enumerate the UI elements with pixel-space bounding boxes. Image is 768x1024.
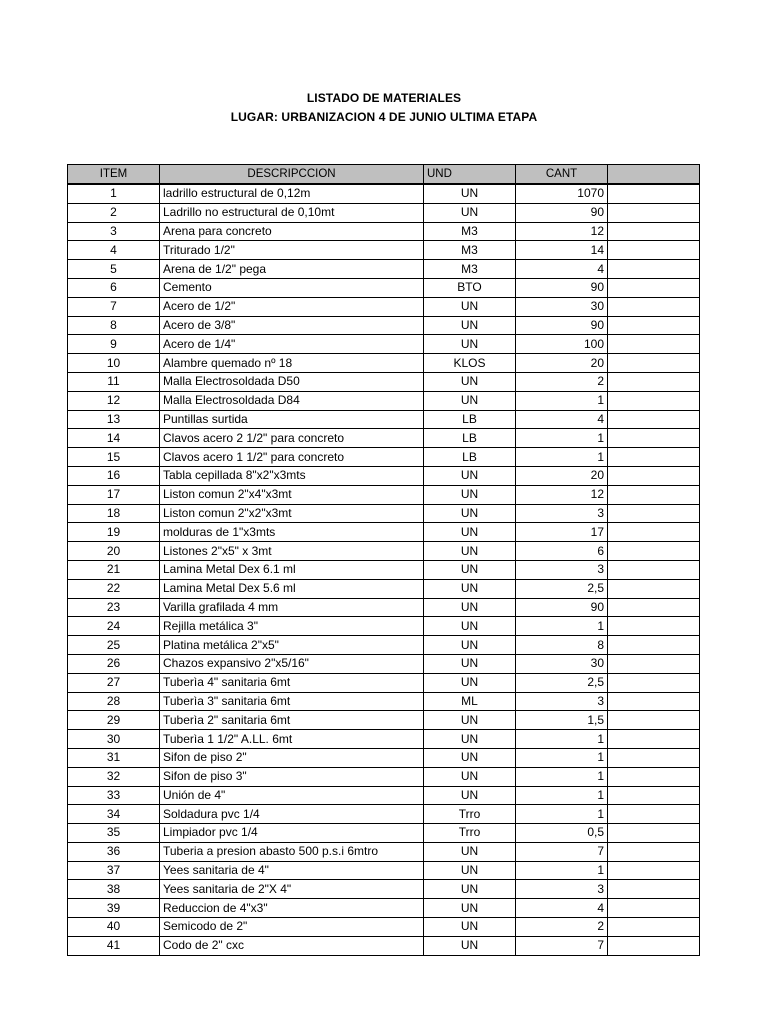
cell-description: molduras de 1"x3mts — [160, 523, 424, 542]
cell-unit: UN — [424, 899, 516, 918]
cell-unit: UN — [424, 636, 516, 655]
document-title: LISTADO DE MATERIALES — [306, 91, 462, 105]
cell-item: 25 — [68, 636, 160, 655]
cell-quantity: 2 — [516, 918, 608, 937]
cell-empty — [608, 617, 700, 636]
cell-empty — [608, 861, 700, 880]
cell-item: 20 — [68, 542, 160, 561]
table-row — [68, 485, 700, 504]
table-row — [68, 711, 700, 730]
cell-item: 18 — [68, 504, 160, 523]
cell-empty — [608, 316, 700, 335]
cell-item: 32 — [68, 767, 160, 786]
cell-description: Cemento — [160, 278, 424, 297]
table-row — [68, 222, 700, 241]
cell-item: 3 — [68, 222, 160, 241]
cell-empty — [608, 410, 700, 429]
table-row — [68, 410, 700, 429]
cell-item: 17 — [68, 485, 160, 504]
cell-unit: UN — [424, 184, 516, 203]
cell-description: Acero de 1/2" — [160, 297, 424, 316]
cell-item: 10 — [68, 354, 160, 373]
cell-quantity: 1 — [516, 767, 608, 786]
cell-quantity: 30 — [516, 297, 608, 316]
cell-description: Listones 2"x5" x 3mt — [160, 542, 424, 561]
cell-description: Acero de 1/4" — [160, 335, 424, 354]
cell-quantity: 3 — [516, 560, 608, 579]
cell-description: Tuberìa 2" sanitaria 6mt — [160, 711, 424, 730]
cell-unit: M3 — [424, 241, 516, 260]
cell-description: Tuberìa 1 1/2" A.LL. 6mt — [160, 730, 424, 749]
cell-empty — [608, 899, 700, 918]
cell-unit: UN — [424, 203, 516, 222]
cell-empty — [608, 523, 700, 542]
cell-description: Clavos acero 2 1/2" para concreto — [160, 429, 424, 448]
cell-description: Alambre quemado nº 18 — [160, 354, 424, 373]
table-row — [68, 504, 700, 523]
cell-item: 1 — [68, 184, 160, 203]
header-unit: UND — [424, 165, 516, 185]
cell-description: Varilla grafilada 4 mm — [160, 598, 424, 617]
cell-quantity: 6 — [516, 542, 608, 561]
cell-quantity: 17 — [516, 523, 608, 542]
cell-unit: LB — [424, 410, 516, 429]
cell-unit: UN — [424, 372, 516, 391]
cell-quantity: 2,5 — [516, 673, 608, 692]
cell-unit: UN — [424, 730, 516, 749]
cell-unit: UN — [424, 466, 516, 485]
table-row — [68, 542, 700, 561]
cell-empty — [608, 936, 700, 955]
cell-empty — [608, 391, 700, 410]
cell-quantity: 1 — [516, 786, 608, 805]
cell-item: 7 — [68, 297, 160, 316]
cell-quantity: 1 — [516, 748, 608, 767]
cell-empty — [608, 297, 700, 316]
cell-empty — [608, 824, 700, 843]
cell-unit: UN — [424, 861, 516, 880]
cell-quantity: 3 — [516, 692, 608, 711]
cell-unit: UN — [424, 842, 516, 861]
table-row — [68, 880, 700, 899]
cell-description: Arena para concreto — [160, 222, 424, 241]
table-row — [68, 448, 700, 467]
cell-empty — [608, 880, 700, 899]
cell-empty — [608, 654, 700, 673]
table-row — [68, 692, 700, 711]
cell-quantity: 90 — [516, 203, 608, 222]
cell-item: 2 — [68, 203, 160, 222]
cell-empty — [608, 485, 700, 504]
cell-item: 28 — [68, 692, 160, 711]
cell-quantity: 1070 — [516, 184, 608, 203]
cell-quantity: 2,5 — [516, 579, 608, 598]
cell-unit: ML — [424, 692, 516, 711]
cell-quantity: 90 — [516, 278, 608, 297]
cell-item: 29 — [68, 711, 160, 730]
cell-item: 31 — [68, 748, 160, 767]
cell-unit: LB — [424, 448, 516, 467]
cell-unit: UN — [424, 880, 516, 899]
cell-unit: BTO — [424, 278, 516, 297]
table-row — [68, 560, 700, 579]
cell-quantity: 1 — [516, 805, 608, 824]
cell-unit: UN — [424, 485, 516, 504]
cell-unit: UN — [424, 391, 516, 410]
cell-quantity: 90 — [516, 316, 608, 335]
cell-quantity: 100 — [516, 335, 608, 354]
cell-description: Lamina Metal Dex 5.6 ml — [160, 579, 424, 598]
cell-empty — [608, 222, 700, 241]
cell-empty — [608, 805, 700, 824]
cell-empty — [608, 278, 700, 297]
table-row — [68, 429, 700, 448]
cell-item: 38 — [68, 880, 160, 899]
cell-item: 19 — [68, 523, 160, 542]
table-row — [68, 730, 700, 749]
cell-empty — [608, 786, 700, 805]
cell-quantity: 4 — [516, 260, 608, 279]
cell-empty — [608, 184, 700, 203]
cell-description: Acero de 3/8" — [160, 316, 424, 335]
cell-unit: Trro — [424, 824, 516, 843]
cell-unit: UN — [424, 560, 516, 579]
table-row — [68, 278, 700, 297]
cell-item: 30 — [68, 730, 160, 749]
cell-description: Ladrillo no estructural de 0,10mt — [160, 203, 424, 222]
table-row — [68, 767, 700, 786]
table-header-row — [68, 165, 700, 185]
table-row — [68, 842, 700, 861]
cell-item: 40 — [68, 918, 160, 937]
cell-quantity: 14 — [516, 241, 608, 260]
table-row — [68, 372, 700, 391]
cell-empty — [608, 748, 700, 767]
table-row — [68, 297, 700, 316]
cell-description: Sifon de piso 2" — [160, 748, 424, 767]
cell-quantity: 2 — [516, 372, 608, 391]
cell-description: Liston comun 2"x2"x3mt — [160, 504, 424, 523]
cell-quantity: 8 — [516, 636, 608, 655]
cell-empty — [608, 448, 700, 467]
cell-description: Rejilla metálica 3" — [160, 617, 424, 636]
cell-item: 8 — [68, 316, 160, 335]
cell-unit: UN — [424, 504, 516, 523]
cell-description: Semicodo de 2" — [160, 918, 424, 937]
cell-empty — [608, 918, 700, 937]
cell-empty — [608, 466, 700, 485]
cell-item: 13 — [68, 410, 160, 429]
table-row — [68, 598, 700, 617]
cell-quantity: 7 — [516, 936, 608, 955]
cell-unit: UN — [424, 786, 516, 805]
cell-unit: UN — [424, 673, 516, 692]
cell-item: 23 — [68, 598, 160, 617]
table-row — [68, 899, 700, 918]
table-row — [68, 579, 700, 598]
cell-empty — [608, 598, 700, 617]
cell-quantity: 3 — [516, 880, 608, 899]
cell-empty — [608, 673, 700, 692]
cell-quantity: 7 — [516, 842, 608, 861]
header-quantity: CANT — [516, 165, 608, 185]
cell-description: Yees sanitaria de 2"X 4" — [160, 880, 424, 899]
cell-empty — [608, 711, 700, 730]
cell-description: Chazos expansivo 2"x5/16" — [160, 654, 424, 673]
cell-quantity: 0,5 — [516, 824, 608, 843]
table-row — [68, 673, 700, 692]
cell-item: 34 — [68, 805, 160, 824]
table-row — [68, 241, 700, 260]
cell-quantity: 20 — [516, 466, 608, 485]
cell-description: Tabla cepillada 8"x2"x3mts — [160, 466, 424, 485]
cell-unit: UN — [424, 297, 516, 316]
cell-quantity: 1 — [516, 391, 608, 410]
header-description: DESCRIPCCION — [160, 165, 424, 185]
cell-quantity: 1,5 — [516, 711, 608, 730]
cell-unit: UN — [424, 523, 516, 542]
table-row — [68, 654, 700, 673]
table-row — [68, 918, 700, 937]
cell-item: 22 — [68, 579, 160, 598]
cell-empty — [608, 260, 700, 279]
document-subtitle: LUGAR: URBANIZACION 4 DE JUNIO ULTIMA ETAPA — [230, 110, 538, 124]
table-row — [68, 335, 700, 354]
cell-item: 33 — [68, 786, 160, 805]
cell-empty — [608, 429, 700, 448]
cell-unit: UN — [424, 748, 516, 767]
cell-description: Lamina Metal Dex 6.1 ml — [160, 560, 424, 579]
cell-empty — [608, 579, 700, 598]
table-row — [68, 617, 700, 636]
cell-quantity: 90 — [516, 598, 608, 617]
cell-item: 4 — [68, 241, 160, 260]
cell-quantity: 1 — [516, 429, 608, 448]
cell-quantity: 20 — [516, 354, 608, 373]
cell-item: 24 — [68, 617, 160, 636]
cell-description: Tuberìa 4" sanitaria 6mt — [160, 673, 424, 692]
cell-description: Triturado 1/2" — [160, 241, 424, 260]
cell-empty — [608, 241, 700, 260]
header-empty — [608, 165, 700, 185]
cell-unit: KLOS — [424, 354, 516, 373]
table-row — [68, 636, 700, 655]
table-row — [68, 786, 700, 805]
table-row — [68, 203, 700, 222]
cell-quantity: 12 — [516, 222, 608, 241]
cell-empty — [608, 203, 700, 222]
cell-description: Limpiador pvc 1/4 — [160, 824, 424, 843]
table-row — [68, 391, 700, 410]
cell-item: 6 — [68, 278, 160, 297]
table-row — [68, 466, 700, 485]
cell-empty — [608, 372, 700, 391]
table-body — [68, 184, 700, 955]
cell-quantity: 1 — [516, 730, 608, 749]
table-row — [68, 861, 700, 880]
cell-unit: UN — [424, 936, 516, 955]
cell-unit: UN — [424, 767, 516, 786]
cell-description: Sifon de piso 3" — [160, 767, 424, 786]
cell-unit: UN — [424, 316, 516, 335]
cell-description: Arena de 1/2" pega — [160, 260, 424, 279]
cell-unit: UN — [424, 654, 516, 673]
cell-empty — [608, 730, 700, 749]
cell-description: Soldadura pvc 1/4 — [160, 805, 424, 824]
table-row — [68, 184, 700, 203]
cell-quantity: 30 — [516, 654, 608, 673]
cell-description: Clavos acero 1 1/2" para concreto — [160, 448, 424, 467]
cell-quantity: 4 — [516, 410, 608, 429]
cell-unit: M3 — [424, 260, 516, 279]
cell-description: Malla Electrosoldada D84 — [160, 391, 424, 410]
cell-description: Liston comun 2"x4"x3mt — [160, 485, 424, 504]
cell-description: Tuberìa 3" sanitaria 6mt — [160, 692, 424, 711]
cell-item: 39 — [68, 899, 160, 918]
cell-description: Malla Electrosoldada D50 — [160, 372, 424, 391]
cell-item: 36 — [68, 842, 160, 861]
cell-description: Tuberia a presion abasto 500 p.s.i 6mtro — [160, 842, 424, 861]
cell-item: 37 — [68, 861, 160, 880]
cell-empty — [608, 542, 700, 561]
cell-unit: M3 — [424, 222, 516, 241]
cell-description: Platina metálica 2"x5" — [160, 636, 424, 655]
cell-item: 12 — [68, 391, 160, 410]
table-row — [68, 748, 700, 767]
header-item: ITEM — [68, 165, 160, 185]
table-row — [68, 805, 700, 824]
materials-table — [67, 164, 700, 956]
cell-unit: UN — [424, 335, 516, 354]
cell-empty — [608, 504, 700, 523]
cell-quantity: 3 — [516, 504, 608, 523]
cell-unit: UN — [424, 598, 516, 617]
table-row — [68, 824, 700, 843]
cell-empty — [608, 636, 700, 655]
cell-quantity: 12 — [516, 485, 608, 504]
cell-empty — [608, 560, 700, 579]
table-row — [68, 523, 700, 542]
cell-description: Yees sanitaria de 4" — [160, 861, 424, 880]
cell-item: 21 — [68, 560, 160, 579]
cell-empty — [608, 767, 700, 786]
cell-description: Codo de 2" cxc — [160, 936, 424, 955]
cell-item: 14 — [68, 429, 160, 448]
cell-item: 9 — [68, 335, 160, 354]
cell-description: Unión de 4" — [160, 786, 424, 805]
cell-item: 11 — [68, 372, 160, 391]
cell-item: 27 — [68, 673, 160, 692]
cell-unit: UN — [424, 711, 516, 730]
cell-unit: UN — [424, 542, 516, 561]
cell-item: 15 — [68, 448, 160, 467]
cell-unit: UN — [424, 918, 516, 937]
cell-quantity: 4 — [516, 899, 608, 918]
cell-description: Puntillas surtida — [160, 410, 424, 429]
cell-quantity: 1 — [516, 448, 608, 467]
cell-item: 26 — [68, 654, 160, 673]
cell-empty — [608, 692, 700, 711]
cell-item: 35 — [68, 824, 160, 843]
cell-empty — [608, 354, 700, 373]
cell-unit: UN — [424, 617, 516, 636]
cell-item: 16 — [68, 466, 160, 485]
cell-empty — [608, 335, 700, 354]
cell-unit: LB — [424, 429, 516, 448]
cell-unit: Trro — [424, 805, 516, 824]
table-row — [68, 316, 700, 335]
table-row — [68, 354, 700, 373]
cell-description: ladrillo estructural de 0,12m — [160, 184, 424, 203]
table-row — [68, 260, 700, 279]
cell-quantity: 1 — [516, 861, 608, 880]
cell-unit: UN — [424, 579, 516, 598]
table-row — [68, 936, 700, 955]
cell-item: 5 — [68, 260, 160, 279]
cell-empty — [608, 842, 700, 861]
cell-item: 41 — [68, 936, 160, 955]
cell-quantity: 1 — [516, 617, 608, 636]
cell-description: Reduccion de 4"x3" — [160, 899, 424, 918]
